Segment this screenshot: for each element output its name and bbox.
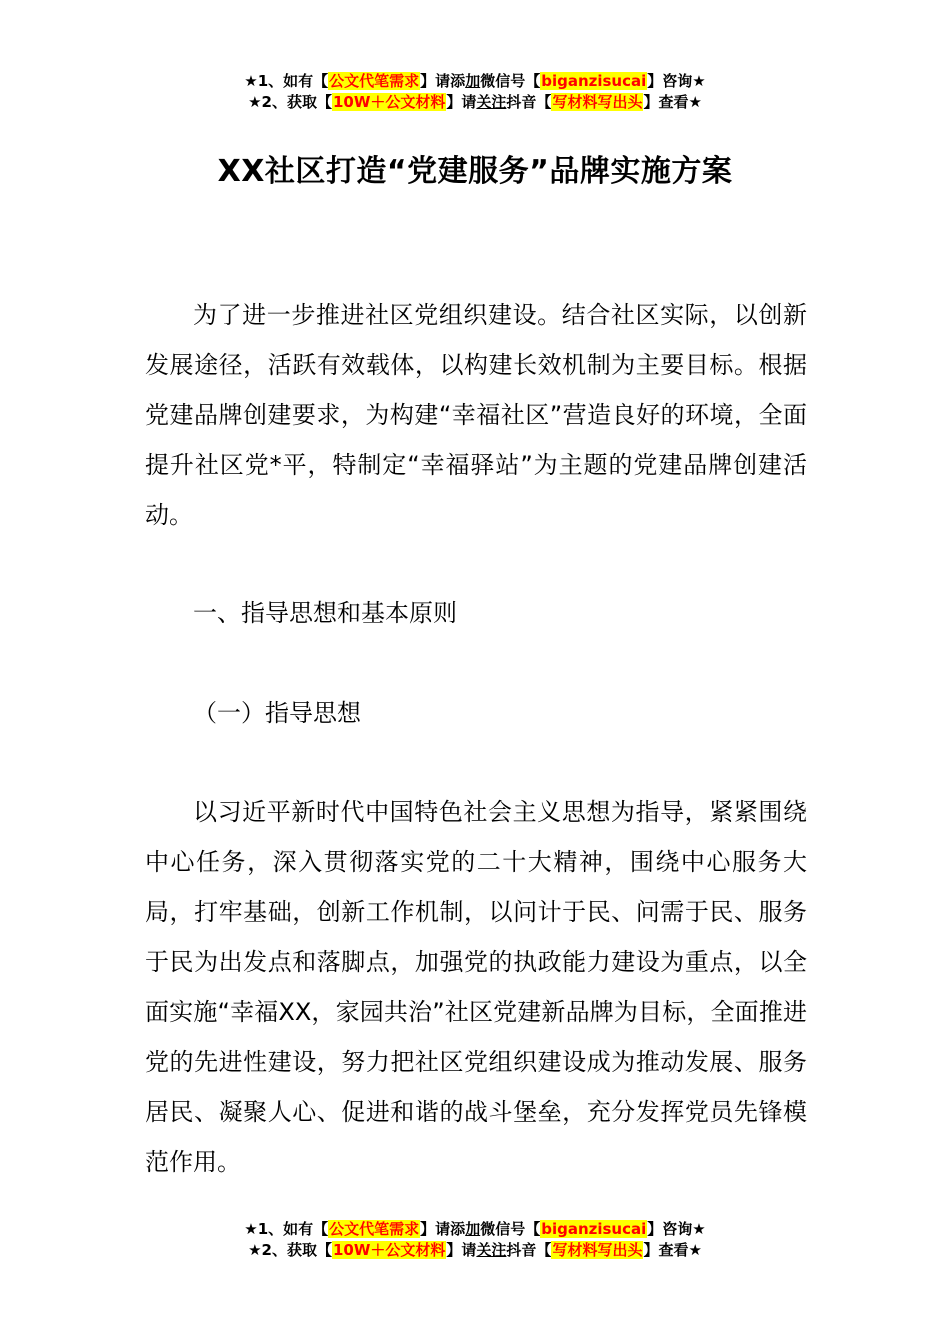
section-1 xyxy=(145,588,807,638)
subsection-heading: （一）指导思想 xyxy=(193,699,361,727)
guiding-section xyxy=(145,787,807,1187)
promo-emphasis: 加 xyxy=(465,1220,481,1238)
promo-text: 微信号【 xyxy=(480,72,541,90)
promo-highlight: biganzisucai xyxy=(541,72,647,90)
promo-text: 】查看★ xyxy=(643,93,702,111)
promo-line-1 xyxy=(0,1219,950,1240)
promo-emphasis: 关注 xyxy=(476,1241,507,1259)
promo-line-2 xyxy=(0,92,950,113)
guiding-paragraph: 以习近平新时代中国特色社会主义思想为指导，紧紧围绕中心任务，深入贯彻落实党的二十大精神，围绕中心服务大局，打牢基础，创新工作机制，以问计于民、问需于民、服务于民为出发点和落脚点，加强党的执政能力建设为重点，以全面实施“幸福XX，家园共治”社区党建新品牌为目标，全面推进党的先进性建设，努力把社区党组织建设成为推动发展、服务居民、凝聚人心、促进和谐的战斗堡垒，充分发挥党员先锋模范作用。 xyxy=(145,798,807,1176)
subsection-1 xyxy=(145,688,807,738)
promo-emphasis: 关注 xyxy=(476,93,507,111)
promo-highlight: 写材料写出头 xyxy=(552,1241,643,1259)
promo-highlight: 10W＋公文材料 xyxy=(332,1241,446,1259)
footer-promo-banner xyxy=(0,1219,950,1261)
promo-text: 】咨询★ xyxy=(647,72,706,90)
promo-highlight: biganzisucai xyxy=(541,1220,647,1238)
promo-highlight: 公文代笔需求 xyxy=(329,72,420,90)
header-promo-banner xyxy=(0,71,950,113)
promo-text: 微信号【 xyxy=(480,1220,541,1238)
promo-text: 抖音【 xyxy=(506,93,552,111)
promo-text: 】请添 xyxy=(420,1220,466,1238)
promo-text: 抖音【 xyxy=(506,1241,552,1259)
promo-emphasis: 加 xyxy=(465,72,481,90)
intro-paragraph: 为了进一步推进社区党组织建设。结合社区实际，以创新发展途径，活跃有效载体，以构建长效机制为主要目标。根据党建品牌创建要求，为构建“幸福社区”营造良好的环境，全面提升社区党*平，特制定“幸福驿站”为主题的党建品牌创建活动。 xyxy=(145,301,807,529)
promo-highlight: 写材料写出头 xyxy=(552,93,643,111)
promo-text: 】请 xyxy=(446,93,477,111)
section-heading: 一、指导思想和基本原则 xyxy=(193,599,457,627)
promo-text: 】咨询★ xyxy=(647,1220,706,1238)
promo-line-1 xyxy=(0,71,950,92)
promo-text: ★1、如有【 xyxy=(244,72,329,90)
promo-text: 】请 xyxy=(446,1241,477,1259)
promo-line-2 xyxy=(0,1240,950,1261)
promo-highlight: 10W＋公文材料 xyxy=(332,93,446,111)
promo-text: ★1、如有【 xyxy=(244,1220,329,1238)
promo-text: ★2、获取【 xyxy=(248,1241,332,1259)
promo-text: ★2、获取【 xyxy=(248,93,332,111)
promo-text: 】请添 xyxy=(420,72,466,90)
promo-text: 】查看★ xyxy=(643,1241,702,1259)
intro-section xyxy=(145,290,807,540)
promo-highlight: 公文代笔需求 xyxy=(329,1220,420,1238)
document-title: XX社区打造“党建服务”品牌实施方案 xyxy=(217,154,733,189)
